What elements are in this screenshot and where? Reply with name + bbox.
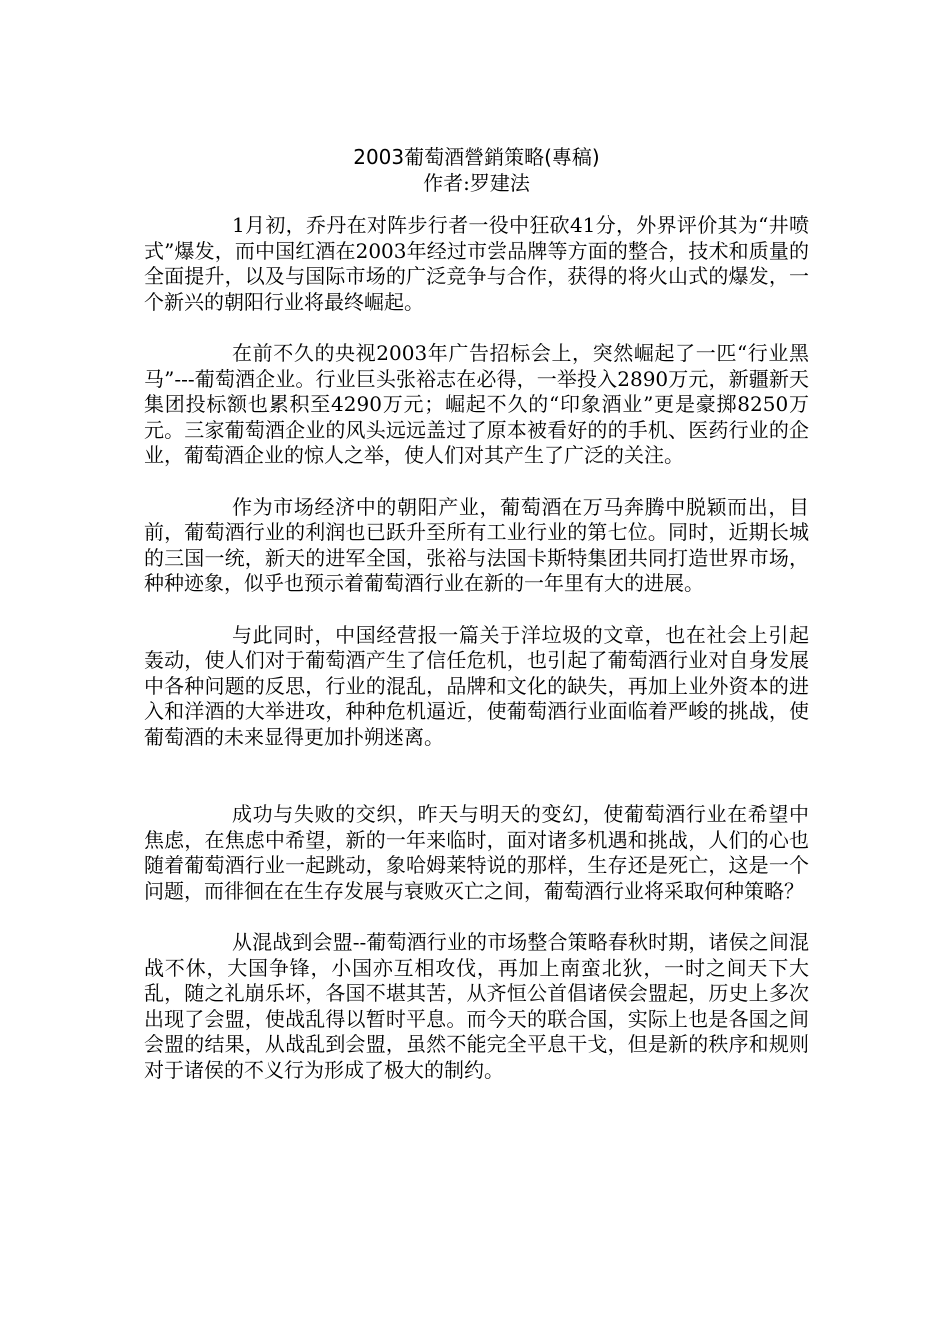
paragraph-2: 在前不久的央视2003年广告招标会上，突然崛起了一匹“行业黑马”---葡萄酒企业。行业巨头张裕志在必得，一举投入2890万元，新疆新天集团投标额也累积至4290万元；崛起不久的“印象酒业”更是豪掷8250万元。三家葡萄酒企业的风头远远盖过了原本被看好的的手机、医药行业的企业，葡萄酒企业的惊人之举，使人们对其产生了广泛的关注。 [144,341,809,467]
paragraph-3: 作为市场经济中的朝阳产业，葡萄酒在万马奔腾中脱颖而出，目前，葡萄酒行业的利润也已跃升至所有工业行业的第七位。同时，近期长城的三国一统，新天的进军全国，张裕与法国卡斯特集团共同打造世界市场，种种迹象，似乎也预示着葡萄酒行业在新的一年里有大的进展。 [144,494,809,595]
document-title: 2003葡萄酒營銷策略(專稿) [353,145,600,169]
paragraph-1: 1月初，乔丹在对阵步行者一役中狂砍41分，外界评价其为“井喷式”爆发，而中国红酒在2003年经过市尝品牌等方面的整合，技术和质量的全面提升，以及与国际市场的广泛竞争与合作，获得的将火山式的爆发，一个新兴的朝阳行业将最终崛起。 [144,213,809,314]
paragraph-4: 与此同时，中国经营报一篇关于洋垃圾的文章，也在社会上引起轰动，使人们对于葡萄酒产生了信任危机，也引起了葡萄酒行业对自身发展中各种问题的反思，行业的混乱，品牌和文化的缺失，再加上业外资本的进入和洋酒的大举进攻，种种危机逼近，使葡萄酒行业面临着严峻的挑战，使葡萄酒的未来显得更加扑朔迷离。 [144,622,809,749]
document-author: 作者:罗建法 [423,171,530,195]
paragraph-6: 从混战到会盟--葡萄酒行业的市场整合策略春秋时期，诸侯之间混战不休，大国争锋，小国亦互相攻伐，再加上南蛮北狄，一时之间天下大乱，随之礼崩乐坏，各国不堪其苦，从齐恒公首倡诸侯会盟起，历史上多次出现了会盟，使战乱得以暂时平息。而今天的联合国，实际上也是各国之间会盟的结果，从战乱到会盟，虽然不能完全平息干戈，但是新的秩序和规则对于诸侯的不义行为形成了极大的制约。 [144,930,809,1082]
paragraph-5: 成功与失败的交织，昨天与明天的变幻，使葡萄酒行业在希望中焦虑，在焦虑中希望，新的一年来临时，面对诸多机遇和挑战，人们的心也随着葡萄酒行业一起跳动，象哈姆莱特说的那样，生存还是死亡，这是一个问题，而徘徊在在生存发展与衰败灭亡之间，葡萄酒行业将采取何种策略？ [144,802,809,903]
document-page [144,144,809,1109]
